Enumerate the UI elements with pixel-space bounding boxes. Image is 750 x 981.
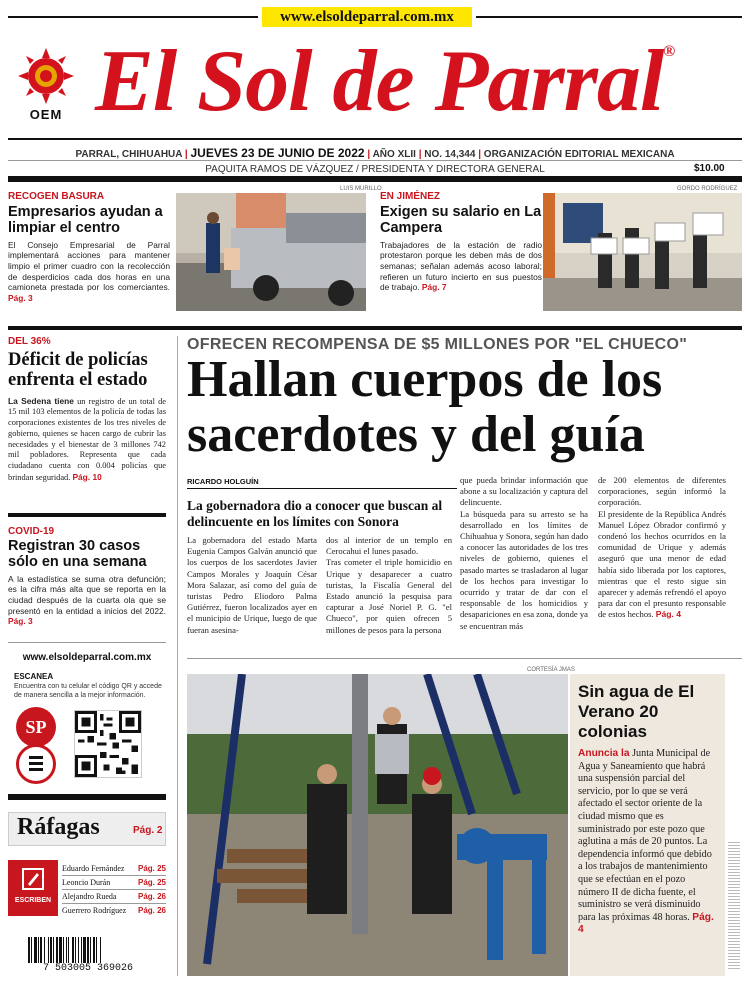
story-body <box>578 748 717 937</box>
story-kicker: RECOGEN BASURA <box>8 191 105 202</box>
page-ref[interactable]: Pág. 26 <box>137 906 166 915</box>
story-body <box>8 240 170 304</box>
story-body-text: Junta Municipal de Agua y Saneamiento que habrá una suspensión parcial del servicio, por lo que se verá afectado el sector oriente de la ciudad mismo que es suministrado por este pozo que aglutina a más de 20 puntos. La dependencia informó que debido a los trabajos de mantenimiento que se efectúan en el pozo número II de dicha fuente, el suministro se verá disminuido para las próximas 48 horas. <box>578 748 712 923</box>
story-body-text: A la estadística se suma otra defunción; es la cifra más alta que se reporta en la ciudad después de la cuarta ola que se presentó en la entidad a inicios del 2022. <box>8 573 166 616</box>
page-ref[interactable]: Pág. 3 <box>8 292 33 303</box>
protest-photo <box>543 193 742 311</box>
rafagas-page[interactable]: Pág. 2 <box>133 825 163 836</box>
main-kicker: OFRECEN RECOMPENSA DE $5 MILLONES POR "EL CHUECO" <box>187 336 688 353</box>
story-kicker: COVID-19 <box>8 526 55 537</box>
registered-mark: ® <box>663 43 675 60</box>
divider <box>8 176 742 182</box>
story-campera[interactable] <box>380 191 542 293</box>
story-headline[interactable]: Empresarios ayudan a limpiar el centro <box>8 204 163 236</box>
sun-icon <box>16 46 76 106</box>
divider <box>8 642 166 643</box>
promo-url[interactable]: www.elsoldeparral.com.mx <box>22 652 152 663</box>
divider <box>8 794 166 800</box>
newspaper-icon <box>16 744 56 784</box>
pen-icon <box>20 866 46 892</box>
director-line: PAQUITA RAMOS DE VÁZQUEZ / PRESIDENTA Y DIRECTORA GENERAL <box>205 164 545 175</box>
barcode-number: 7 503005 369026 <box>18 963 158 974</box>
barcode-bars <box>28 937 146 963</box>
story-basura[interactable] <box>8 191 170 303</box>
scan-text: Encuentra con tu celular el código QR y accede de manera sencilla a la mejor información. <box>14 683 162 699</box>
photo-credit: GORDO RODRÍGUEZ <box>677 186 738 192</box>
columnist-row[interactable] <box>62 904 166 917</box>
divider <box>8 138 742 140</box>
rafagas-box[interactable] <box>8 812 166 846</box>
page-ref[interactable]: Pág. 4 <box>578 911 714 936</box>
story-body-text: Trabajadores de la estación de radio protestaron porque les deben más de dos semanas; señalan además acoso laboral; refieren un futuro incierto en sus puestos de trabajo. <box>380 239 542 293</box>
water-well-photo <box>187 674 568 976</box>
info-org: ORGANIZACIÓN EDITORIAL MEXICANA <box>483 149 675 160</box>
story-headline[interactable]: Déficit de policías enfrenta el estado <box>8 350 148 391</box>
info-number: NO. 14,344 <box>424 149 476 160</box>
story-lead: La Sedena tiene <box>8 395 74 406</box>
story-kicker: EN JIMÉNEZ <box>380 191 441 202</box>
masthead-title <box>95 32 695 132</box>
story-headline[interactable]: Exigen su salario en La Campera <box>380 204 542 236</box>
story-body <box>8 396 166 484</box>
barcode-bar <box>101 937 102 963</box>
divider <box>8 160 742 161</box>
columnist-name: Guerrero Rodríguez <box>62 906 127 915</box>
columnist-name: Eduardo Fernández <box>62 864 125 873</box>
divider <box>476 16 742 18</box>
main-col-3: que pueda brindar información que abone a su localización y captura del delincuente. La búsqueda para su arresto se ha desarrollado en los límites de Chihuahua y Sonora, según han dado a conocer las autoridades de los tres niveles de gobierno, quienes el pasado martes se trasladaron al lugar de los hechos para investigar lo ocurrido y tratar de dar con el responsable de los homicidios y desapariciones en esa zona, donde ya se encuentran más <box>460 475 588 631</box>
divider <box>8 513 166 517</box>
page-ref[interactable]: Pág. 7 <box>421 282 447 293</box>
qr-code-icon <box>75 711 141 777</box>
sp-logo: SP <box>16 707 56 747</box>
story-policias[interactable] <box>8 336 166 483</box>
divider <box>8 16 258 18</box>
story-headline[interactable]: Sin agua de El Verano 20 colonias <box>578 682 695 741</box>
garbage-truck-photo <box>176 193 366 311</box>
info-year: AÑO XLII <box>372 149 416 160</box>
top-url-banner[interactable]: www.elsoldeparral.com.mx <box>262 7 472 27</box>
story-covid[interactable] <box>8 526 166 627</box>
page-ref[interactable]: Pág. 26 <box>137 892 166 901</box>
story-body-text: un registro de un total de 15 mil 103 elementos de la policía de todas las corporaciones existentes de los tres niveles de gobierno, quienes se hacen cargo de cubrir las necesidades y el bienestar de 3 millones 742 mil pobladores. Representa que cada ciudadano cuenta con 0.004 policías que brindan seguridad. <box>8 396 167 482</box>
story-body <box>380 240 542 293</box>
columnist-name: Leoncio Durán <box>62 878 111 887</box>
columnist-row[interactable] <box>62 862 166 876</box>
main-byline: RICARDO HOLGUÍN <box>187 477 259 486</box>
main-headline[interactable]: Hallan cuerpos de los sacerdotes y del guía <box>187 351 663 463</box>
main-col-1: La gobernadora del estado Marta Eugenia Campos Galván anunció que los cuerpos de los sacerdotes Javier Campos Morales y Joaquín César Mora Salazar, así como del guía de turistas Pedro Eliodoro Palma Gutiérrez, fueron localizados ayer en el municipio de Urique, luego de que fueran asesina- <box>187 535 317 635</box>
price: $10.00 <box>694 163 725 174</box>
info-date: JUEVES 23 DE JUNIO DE 2022 <box>190 146 365 160</box>
escriben-label: ESCRIBEN <box>14 897 52 904</box>
story-headline[interactable]: Registran 30 casos sólo en una semana <box>8 538 147 570</box>
column-divider <box>177 336 178 976</box>
photo-credit: LUIS MURILLO <box>340 186 382 192</box>
main-col-2: dos al interior de un templo en Cerocahui el lunes pasado. Tras cometer el triple homicidio en Urique y desaparecer a cuatro turistas, la Fiscalía General del Estado anunció la pesquisa para capturar a José Noriel P. G. "el Chueco", por quien ofrecen 5 millones de pesos para la persona <box>326 535 452 635</box>
fine-print-strip <box>728 840 740 970</box>
story-lead: Anuncia la <box>578 748 630 759</box>
page-ref[interactable]: Pág. 3 <box>8 616 33 627</box>
columnist-name: Alejandro Rueda <box>62 892 117 901</box>
photo-credit: CORTESÍA JMAS <box>527 667 575 673</box>
divider <box>187 488 457 489</box>
divider <box>8 326 742 330</box>
divider <box>187 658 742 659</box>
story-water[interactable] <box>570 674 725 976</box>
columnist-list <box>62 862 166 917</box>
oem-logo <box>16 46 76 122</box>
rafagas-label: Ráfagas <box>17 814 100 840</box>
scan-title: ESCANEA <box>14 672 54 681</box>
masthead-title-text: El Sol de Parral <box>95 33 664 130</box>
page-ref[interactable]: Pág. 4 <box>655 609 682 620</box>
story-kicker: DEL 36% <box>8 336 51 347</box>
page-ref[interactable]: Pág. 25 <box>137 878 166 887</box>
escriben-badge <box>8 860 58 916</box>
story-body-text: El Consejo Empresarial de Parral implementará acciones para mantener limpio el primer cuadro con la recolección de desperdicios cada dos horas en una camioneta prestada por los comerciantes. <box>8 239 170 293</box>
main-col-4 <box>598 475 726 621</box>
info-city: PARRAL, CHIHUAHUA <box>75 149 183 160</box>
info-line: PARRAL, CHIHUAHUA | JUEVES 23 DE JUNIO DE 2022 | AÑO XLII | NO. 14,344 | ORGANIZACIÓN EDITORIAL MEXICANA <box>75 146 675 160</box>
columnist-row[interactable] <box>62 876 166 890</box>
story-body <box>8 574 166 627</box>
page-ref[interactable]: Pág. 25 <box>137 864 166 873</box>
main-deck: La gobernadora dio a conocer que buscan al delincuente en los límites con Sonora <box>187 498 443 529</box>
page-ref[interactable]: Pág. 10 <box>72 471 102 482</box>
main-col-4-text: de 200 elementos de diferentes corporaciones, según informó la corporación. El presidente de la República Andrés Manuel López Obrador confirmó y condenó los hechos ocurridos en la comunidad de Urique y además aseguró que una menor de edad había sido liberada por los captores, mientras que el resto sigue sin aparecer y además refrendó el apoyo para dar con el presunto responsable de estos hechos. <box>598 475 726 620</box>
columnist-row[interactable] <box>62 890 166 904</box>
qr-code[interactable] <box>74 710 142 778</box>
oem-logo-text: OEM <box>29 107 63 122</box>
